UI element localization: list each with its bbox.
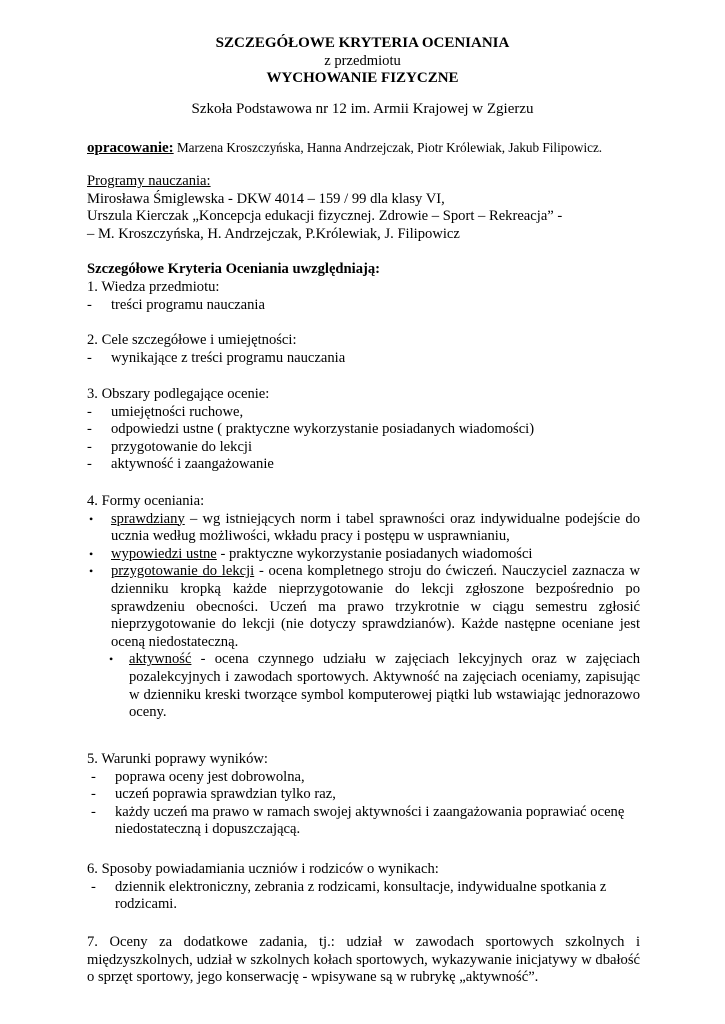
document-subtitle: z przedmiotu <box>324 53 401 69</box>
section-5 <box>87 751 640 839</box>
section-title: 4. Formy oceniania: <box>87 493 205 509</box>
list-item: - wynikające z treści programu nauczania <box>87 349 346 366</box>
list-item: - aktywność i zaangażowanie <box>87 456 274 473</box>
document-title: SZCZEGÓŁOWE KRYTERIA OCENIANIA <box>215 35 510 51</box>
list-item: - treści programu nauczania <box>87 296 265 313</box>
section-title: 1. Wiedza przedmiotu: <box>87 279 220 295</box>
section-title: 3. Obszary podlegające ocenie: <box>87 386 270 402</box>
bullet-item: • wypowiedzi ustne - praktyczne wykorzystanie posiadanych wiadomości <box>89 545 533 562</box>
section-6 <box>87 861 640 914</box>
list-item: - uczeń poprawia sprawdzian tylko raz, <box>91 786 336 803</box>
authors-label: opracowanie: <box>87 140 174 156</box>
bullet-item-nested: • aktywność - ocena czynnego udziału w zajęciach lekcyjnych oraz w zajęciach pozalekcyjnych i zawodach sportowych. Aktywność na zajęciach oceniamy, zapisując w dzienniku kreski tworzące symbol komputerowej piątki lub wstawiając jednorazowo oceny. <box>109 651 640 721</box>
program-line: – M. Kroszczyńska, H. Andrzejczak, P.Królewiak, J. Filipowicz <box>87 225 460 242</box>
list-item: - umiejętności ruchowe, <box>87 403 244 420</box>
school-name: Szkoła Podstawowa nr 12 im. Armii Krajowej w Zgierzu <box>191 101 534 117</box>
section-title: 2. Cele szczegółowe i umiejętności: <box>87 332 297 348</box>
section-1 <box>87 279 640 314</box>
section-title: 6. Sposoby powiadamiania uczniów i rodziców o wynikach: <box>87 861 439 877</box>
bullet-item: • sprawdziany – wg istniejących norm i tabel sprawności oraz indywidualne podejście do ucznia według możliwości, wkładu pracy i postępu w usprawnianiu, <box>89 510 640 545</box>
section-3 <box>87 386 640 474</box>
list-item: - przygotowanie do lekcji <box>87 438 253 455</box>
authors-line <box>87 139 640 158</box>
section-7 <box>87 934 640 987</box>
programs-label: Programy nauczania: <box>87 173 211 189</box>
programs-block <box>87 173 640 243</box>
section-title: 5. Warunki poprawy wyników: <box>87 751 268 767</box>
section-2 <box>87 332 640 367</box>
section-7-text: 7. Oceny za dodatkowe zadania, tj.: udział w zawodach sportowych szkolnych i międzyszkolnych, udział w szkolnych kołach sportowych, wykazywanie inicjatywy w dbałość o sprzęt sportowy, jego konserwację - wpisywane są w rubrykę „aktywność”. <box>87 934 640 986</box>
list-item: - odpowiedzi ustne ( praktyczne wykorzystanie posiadanych wiadomości) <box>87 421 535 438</box>
subject-title: WYCHOWANIE FIZYCZNE <box>266 70 459 86</box>
list-item: - dziennik elektroniczny, zebrania z rodzicami, konsultacje, indywidualne spotkania z rodzicami. <box>91 878 607 913</box>
program-line: Urszula Kierczak „Koncepcja edukacji fizycznej. Zdrowie – Sport – Rekreacja” - <box>87 208 563 225</box>
program-line: Mirosława Śmiglewska - DKW 4014 – 159 / 99 dla klasy VI, <box>87 190 445 207</box>
authors-names: Marzena Kroszczyńska, Hanna Andrzejczak, Piotr Królewiak, Jakub Filipowicz. <box>173 140 603 155</box>
bullet-item: • przygotowanie do lekcji - ocena kompletnego stroju do ćwiczeń. Nauczyciel zaznacza w dzienniku kropką każde nieprzygotowanie do lekcji zgłoszone bezpośrednio po sprawdzeniu obecności. Uczeń ma prawo trzykrotnie w ciągu semestru zgłosić nieprzygotowanie do lekcji (nie dotyczy sprawdzianów). Każde następne oceniane jest oceną niedostateczną. <box>89 563 640 650</box>
list-item: - poprawa oceny jest dobrowolna, <box>91 768 305 785</box>
list-item: - każdy uczeń ma prawo w ramach swojej aktywności i zaangażowania poprawiać ocenę niedostateczną i dopuszczającą. <box>91 803 625 838</box>
section-4 <box>87 493 640 722</box>
criteria-heading: Szczegółowe Kryteria Oceniania uwzględniają: <box>87 261 381 277</box>
